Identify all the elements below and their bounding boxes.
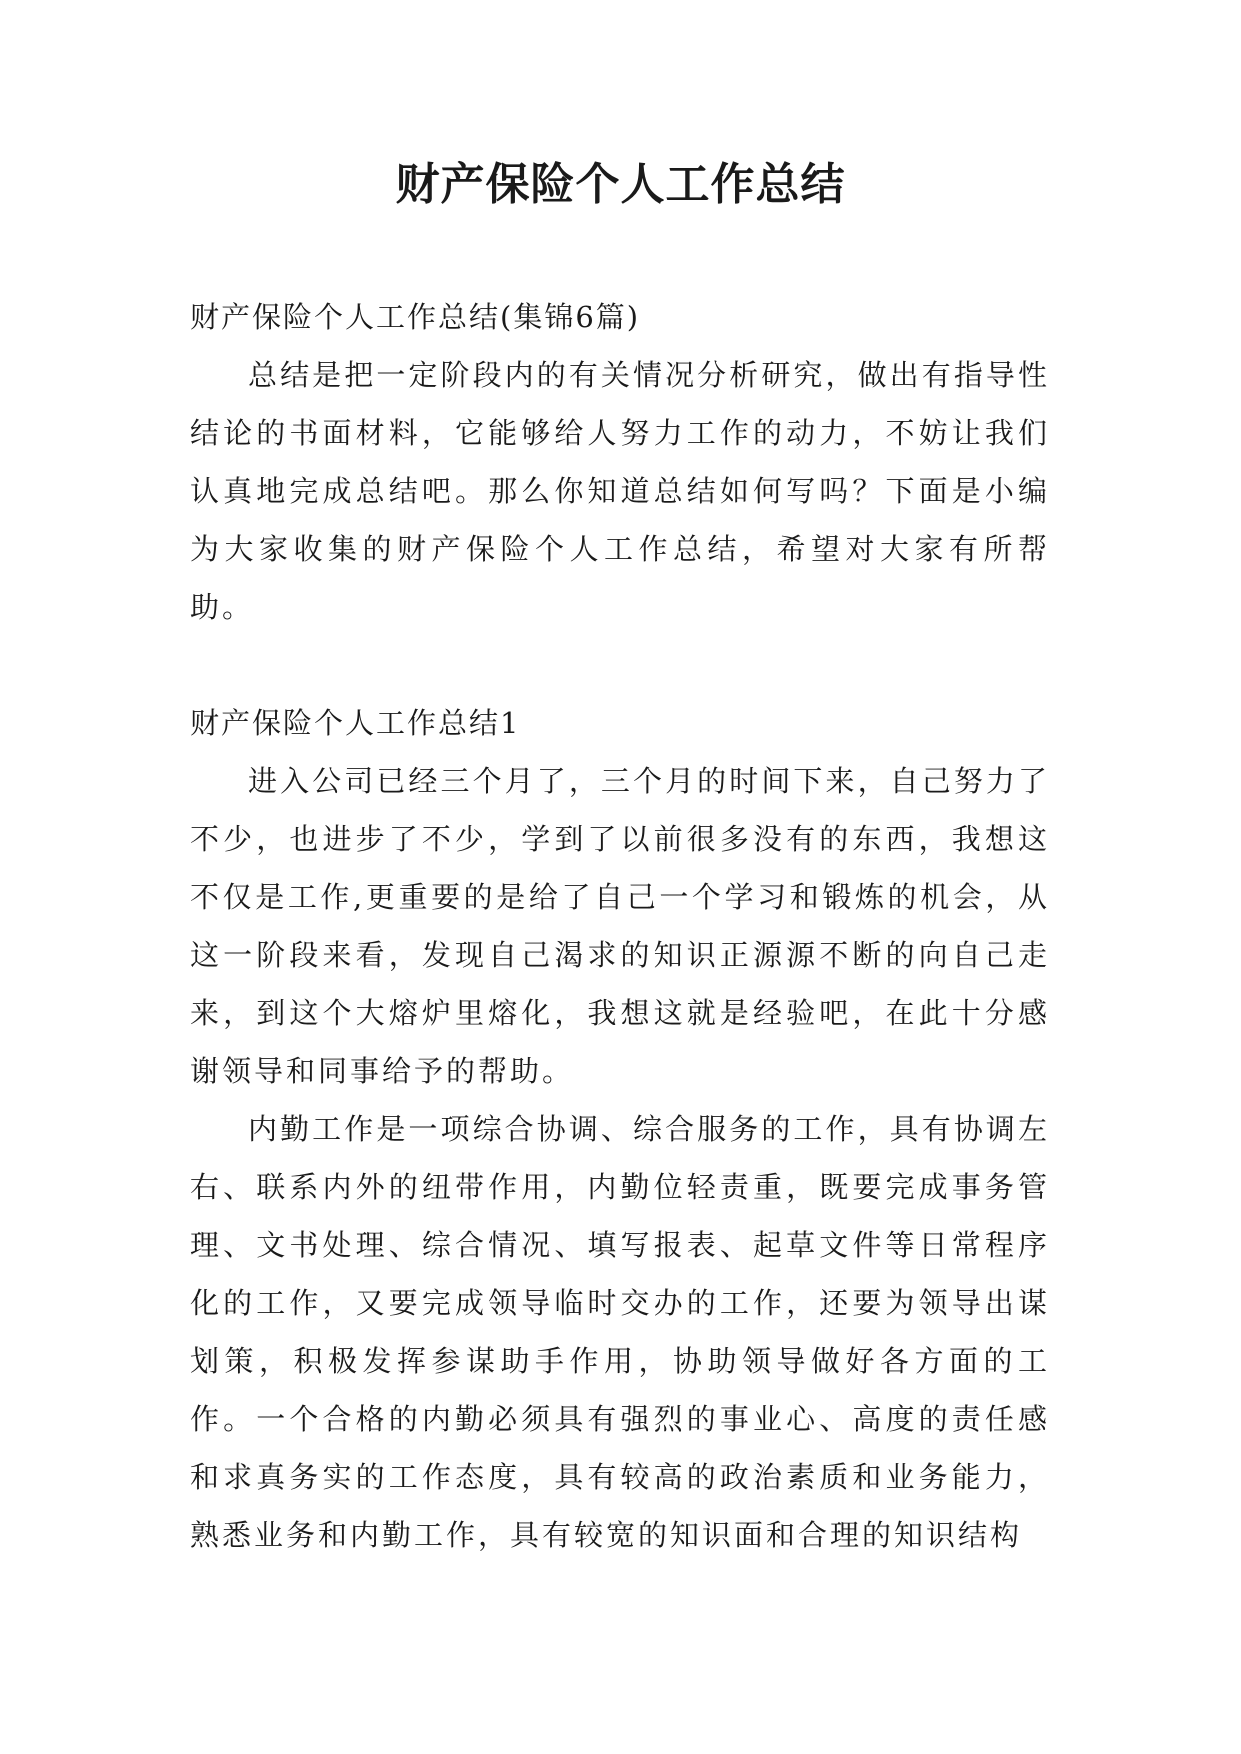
section-1-heading: 财产保险个人工作总结1 — [190, 706, 521, 740]
intro-paragraph: 总结是把一定阶段内的有关情况分析研究，做出有指导性结论的书面材料，它能够给人努力工作的动力，不妨让我们认真地完成总结吧。那么你知道总结如何写吗？下面是小编为大家收集的财产保险个人工作总结，希望对大家有所帮助。 — [190, 358, 1050, 624]
section-1-paragraph-2: 内勤工作是一项综合协调、综合服务的工作，具有协调左右、联系内外的纽带作用，内勤位轻责重，既要完成事务管理、文书处理、综合情况、填写报表、起草文件等日常程序化的工作，又要完成领导临时交办的工作，还要为领导出谋划策，积极发挥参谋助手作用，协助领导做好各方面的工作。一个合格的内勤必须具有强烈的事业心、高度的责任感和求真务实的工作态度，具有较高的政治素质和业务能力，熟悉业务和内勤工作，具有较宽的知识面和合理的知识结构 — [190, 1112, 1050, 1552]
document-title: 财产保险个人工作总结 — [395, 159, 846, 210]
section-spacer — [190, 636, 1050, 694]
section-1-paragraph-1: 进入公司已经三个月了，三个月的时间下来，自己努力了不少，也进步了不少，学到了以前很多没有的东西，我想这不仅是工作,更重要的是给了自己一个学习和锻炼的机会，从这一阶段来看，发现自己渴求的知识正源源不断的向自己走来，到这个大熔炉里熔化，我想这就是经验吧，在此十分感谢领导和同事给予的帮助。 — [190, 764, 1050, 1088]
document-body — [190, 288, 1050, 1564]
document-subtitle: 财产保险个人工作总结(集锦6篇) — [190, 300, 641, 334]
